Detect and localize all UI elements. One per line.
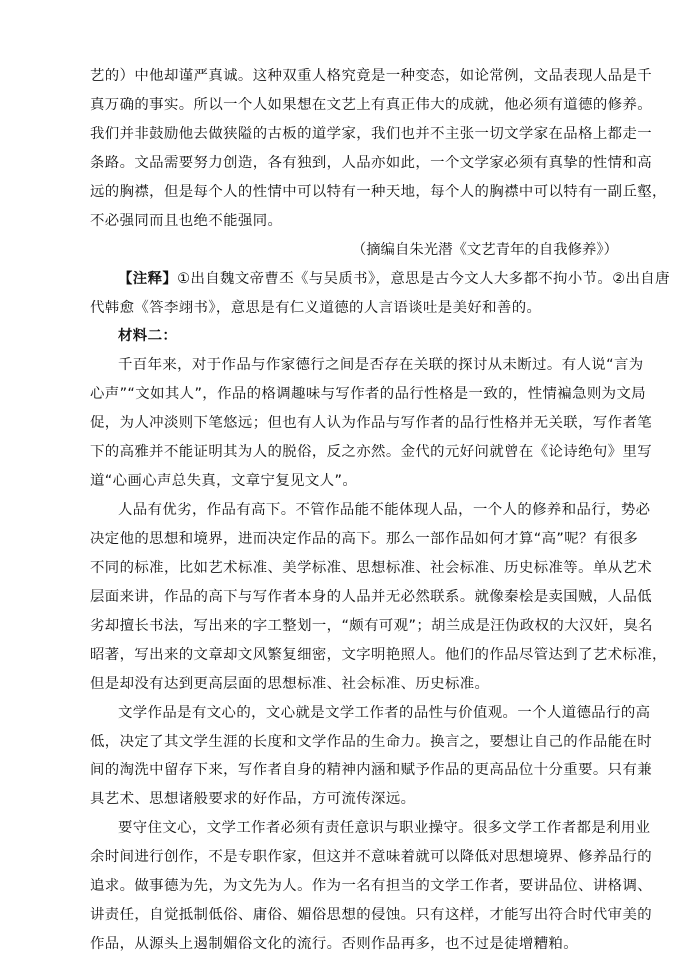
passage1-source: （摘编自朱光潜《文艺青年的自我修养》） [351, 241, 618, 258]
passage1-line-4: 条路。文品需要努力创造，各有独到，人品亦如此，一个文学家必须有真挚的性情和高 [90, 154, 653, 171]
note-line-2: 代韩愈《答李翊书》，意思是有仁义道德的人言语谈吐是美好和善的。 [90, 299, 542, 316]
passage1-line-5: 远的胸襟，但是每个人的性情中可以特有一种天地，每个人的胸襟中可以特有一副丘壑， [90, 183, 667, 200]
m2-p2-line-6: 昭著，写出来的文章却文风繁复细密，文字明艳照人。他们的作品尽管达到了艺术标准， [90, 646, 667, 663]
m2-p1-line-1: 千百年来，对于作品与作家德行之间是否存在关联的探讨从未断过。有人说“言为 [118, 357, 644, 374]
m2-p4-line-2: 余时间进行创作，不是专职作家，但这并不意味着就可以降低对思想境界、修养品行的 [90, 849, 653, 866]
m2-p2-line-7: 但是却没有达到更高层面的思想标准、社会标准、历史标准。 [90, 675, 490, 692]
m2-p2-line-3: 不同的标准，比如艺术标准、美学标准、思想标准、社会标准、历史标准等。单从艺术 [90, 559, 653, 576]
m2-p4-line-5: 作品，从源头上遏制媚俗文化的流行。否则作品再多，也不过是徒增糟粕。 [90, 936, 579, 952]
m2-p1-line-2: 心声”“文如其人”，作品的格调趣味与写作者的品行性格是一致的，性情褊急则为文局 [90, 386, 647, 403]
m2-p3-line-4: 具艺术、思想诸般要求的好作品，方可流传深远。 [90, 791, 416, 808]
m2-p2-line-4: 层面来讲，作品的高下与写作者本身的人品并无必然联系。就像秦桧是卖国贼，人品低 [90, 588, 653, 605]
m2-p2-line-2: 决定他的思想和境界，进而决定作品的高下。那么一部作品如何才算“高”呢？有很多 [90, 530, 639, 547]
m2-p4-line-3: 追求。做事德为先，为文先为人。作为一名有担当的文学工作者，要讲品位、讲格调、 [90, 878, 653, 895]
passage1-line-6: 不必强同而且也绝不能强同。 [90, 212, 283, 229]
m2-p3-line-2: 低，决定了其文学生涯的长度和文学作品的生命力。换言之，要想让自己的作品能在时 [90, 733, 653, 750]
m2-p1-line-3: 促，为人冲淡则下笔悠远；但也有人认为作品与写作者的品行性格并无关联，写作者笔 [90, 415, 653, 432]
note-line-1 [118, 269, 670, 289]
note-label: 【注释】 [118, 270, 178, 287]
passage1-line-2: 真万确的事实。所以一个人如果想在文艺上有真正伟大的成就，他必须有道德的修养。 [90, 96, 653, 113]
m2-p1-line-4: 下的高雅并不能证明其为人的脱俗，反之亦然。金代的元好问就曾在《论诗绝句》里写 [90, 444, 653, 461]
m2-p4-line-1: 要守住文心，文学工作者必须有责任意识与职业操守。很多文学工作者都是利用业 [118, 820, 651, 837]
m2-p2-line-5: 劣却擅长书法，写出来的字工整划一，“颇有可观”；胡兰成是汪伪政权的大汉奸，臭名 [90, 617, 653, 634]
m2-p2-line-1: 人品有优劣，作品有高下。不管作品能不能体现人品，一个人的修养和品行，势必 [118, 502, 651, 518]
m2-p3-line-1: 文学作品是有文心的，文心就是文学工作者的品性与价值观。一个人道德品行的高 [118, 704, 651, 721]
material2-heading: 材料二： [118, 328, 178, 345]
m2-p3-line-3: 间的淘洗中留存下来，写作者自身的精神内涵和赋予作品的更高品位十分重要。只有兼 [90, 762, 653, 779]
passage1-line-1: 艺的）中他却谨严真诚。这种双重人格究竟是一种变态，如论常例，文品表现人品是千 [90, 68, 653, 84]
m2-p4-line-4: 讲责任，自觉抵制低俗、庸俗、媚俗思想的侵蚀。只有这样，才能写出符合时代审美的 [90, 907, 653, 924]
note-text-1: ①出自魏文帝曹丕《与吴质书》，意思是古今文人大多都不拘小节。②出自唐 [177, 270, 670, 287]
passage1-line-3: 我们并非鼓励他去做狭隘的古板的道学家，我们也并不主张一切文学家在品格上都走一 [90, 125, 653, 142]
m2-p1-line-5: 道“心画心声总失真，文章宁复见文人”。 [90, 473, 358, 490]
